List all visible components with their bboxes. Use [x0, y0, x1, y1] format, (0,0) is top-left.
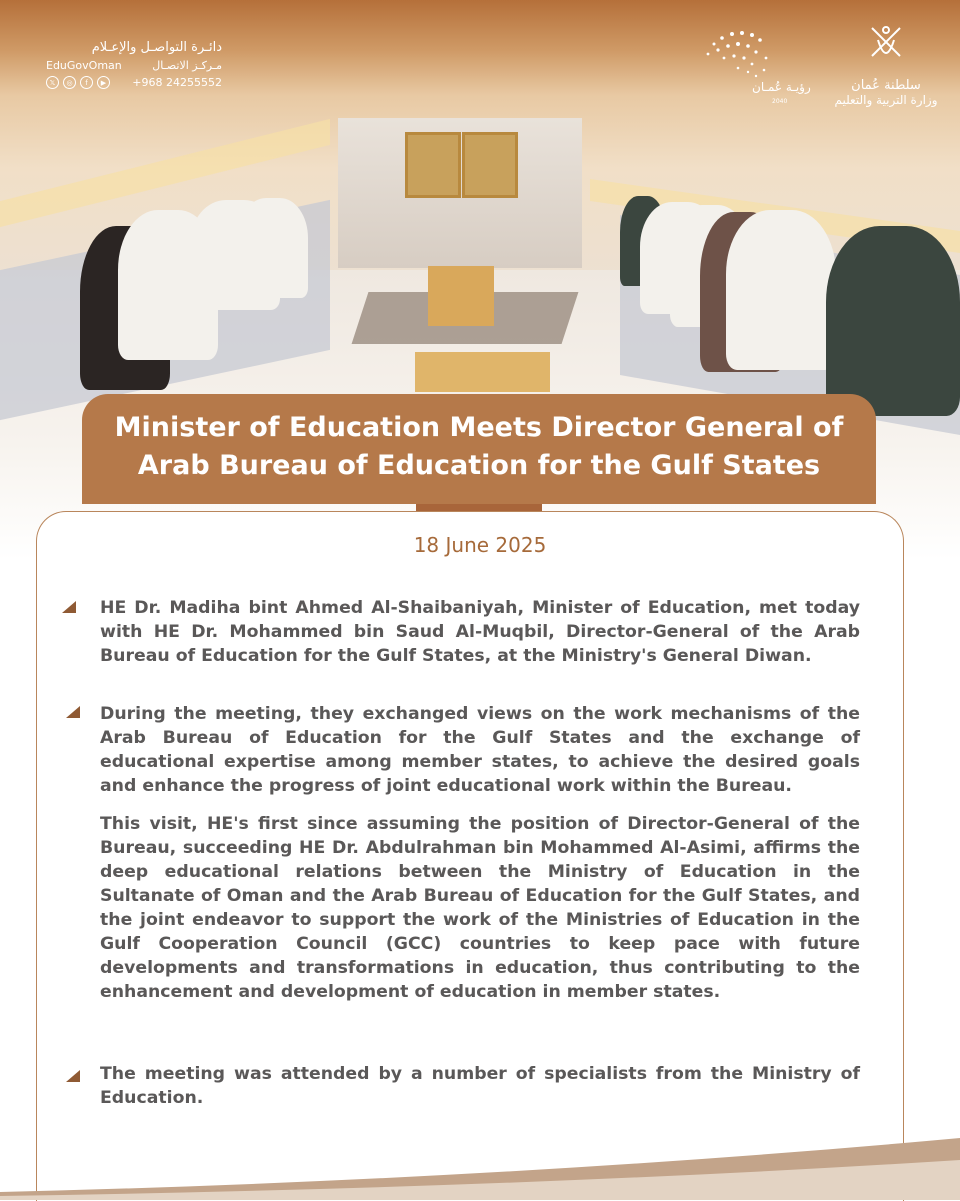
person [826, 226, 960, 416]
title-notch [416, 504, 542, 511]
social-icons [46, 76, 110, 89]
front-table [415, 352, 550, 392]
social-handle: EduGovOman [46, 59, 122, 72]
facebook-icon: f [80, 76, 93, 89]
person [238, 198, 308, 298]
sultanate-name: سلطنة عُمان [851, 78, 921, 93]
phone-number: +968 24255552 [132, 76, 222, 89]
vision-year: 2040 [772, 98, 788, 105]
paragraph-4: The meeting was attended by a number of specialists from the Ministry of Education. [100, 1064, 860, 1108]
ministry-name: وزارة التربية والتعليم [834, 93, 938, 107]
portrait-right [462, 132, 518, 198]
contact-block [46, 40, 222, 89]
paragraph-1: HE Dr. Madiha bint Ahmed Al-Shaibaniyah, Minister of Education, met today with HE Dr. Mohammed bin Saud Al-Muqbil, Director-General of the Arab Bureau of Education for the Gulf States, at the Ministry's General Diwan. [100, 598, 860, 666]
title-banner [82, 394, 876, 504]
oman-vision-logo [694, 24, 814, 106]
page-title: Minister of Education Meets Director General of Arab Bureau of Education for the Gulf States [114, 412, 844, 481]
news-date: 18 June 2025 [413, 533, 547, 557]
paragraph-2: During the meeting, they exchanged views on the work mechanisms of the Arab Bureau of Education for the Gulf States and the exchange of educational expertise among member states, to achieve the desired goals and enhance the progress of joint educational work within the Bureau. [100, 704, 860, 796]
department-name: دائـرة التواصـل والإعـلام [91, 40, 222, 55]
center-table [428, 266, 494, 326]
instagram-icon: ◎ [63, 76, 76, 89]
vision-text: رؤيـة عُمـان [752, 80, 811, 94]
center-name: مـركـز الاتصـال [152, 59, 222, 72]
ministry-logo [826, 22, 946, 132]
youtube-icon: ▶ [97, 76, 110, 89]
portrait-left [405, 132, 461, 198]
paragraph-3: This visit, HE's first since assuming the position of Director-General of the Bureau, succeeding HE Dr. Abdulrahman bin Mohammed Al-Asimi, affirms the deep educational relations between the Ministry of Education in the Sultanate of Oman and the Arab Bureau of Education for the Gulf States, and the joint endeavor to support the work of the Ministries of Education in the Gulf Cooperation Council (GCC) countries to keep pace with future developments and transformations in education, thus contributing to the enhancement and development of education in member states. [100, 814, 860, 1002]
x-icon: 𝕏 [46, 76, 59, 89]
oman-emblem-icon [866, 22, 906, 68]
person [726, 210, 836, 370]
bottom-wave-decoration [0, 1130, 960, 1200]
